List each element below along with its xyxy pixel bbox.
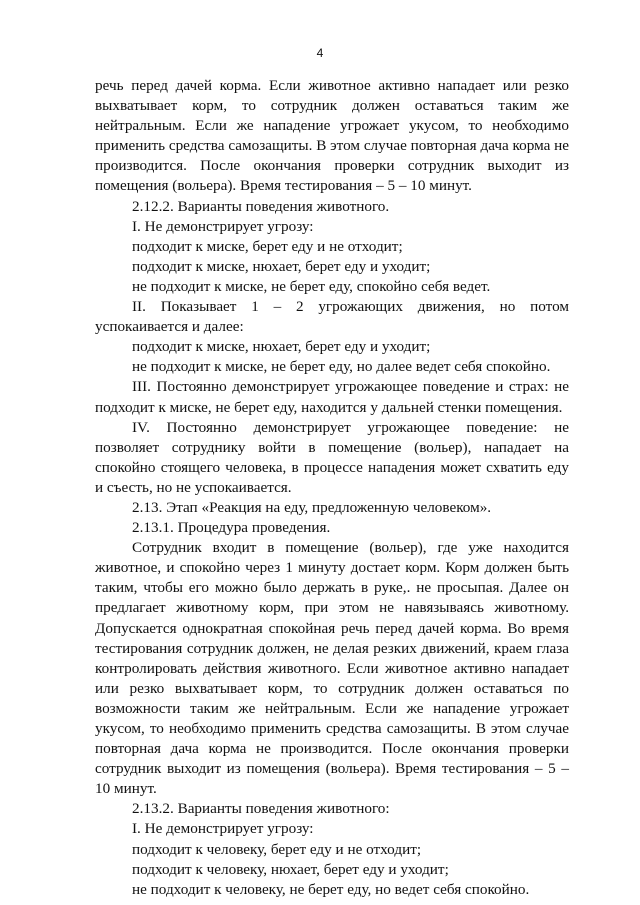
variant-paragraph-3: III. Постоянно демонстрирует угрожающее поведение и страх: не подходит к миске, не берет еду, находится у дальней стенки помещения.: [95, 378, 569, 416]
list-item: подходит к миске, берет еду и не отходит;: [132, 237, 403, 255]
list-item: не подходит к человеку, не берет еду, но ведет себя спокойно.: [132, 880, 530, 898]
procedure-paragraph: Сотрудник входит в помещение (вольер), где уже находится животное, и спокойно через 1 минуту достает корм. Корм должен быть таким, чтобы его можно было держать в руке,. не просыпая. Далее он предлагает животному корм, при этом не навязываясь животному. Допускается однократная спокойная речь перед дачей корма. Во время тестирования сотрудник должен, не делая резких движений, краем глаза контролировать действия животного. Если животное активно нападает или резко выхватывает корм, то сотрудник должен оставаться по возможности таким же нейтральным. Если же нападение угрожает укусом, то необходимо применить средства самозащиты. В этом случае повторная дача корма не производится. После окончания проверки сотрудник выходит из помещения (вольера). Время тестирования – 5 – 10 минут.: [95, 539, 569, 798]
section-heading-2-12-2: 2.12.2. Варианты поведения животного.: [132, 197, 390, 215]
variant-paragraph-4: IV. Постоянно демонстрирует угрожающее поведение: не позволяет сотруднику войти в помещение (вольер), нападает на спокойно стоящего человека, в процессе нападения может схватить еду и съесть, но не успокаивается.: [95, 418, 569, 496]
list-item: подходит к миске, нюхает, берет еду и уходит;: [132, 338, 431, 356]
section-heading-2-13-2: 2.13.2. Варианты поведения животного:: [132, 800, 390, 818]
document-body: [95, 76, 569, 900]
variant-heading-1: I. Не демонстрирует угрозу:: [132, 217, 314, 235]
section-heading-2-13-1: 2.13.1. Процедура проведения.: [132, 519, 331, 537]
list-item: подходит к миске, нюхает, берет еду и уходит;: [132, 257, 431, 275]
list-item: не подходит к миске, не берет еду, спокойно себя ведет.: [132, 277, 491, 295]
list-item: не подходит к миске, не берет еду, но далее ведет себя спокойно.: [132, 358, 551, 376]
list-item: подходит к человеку, нюхает, берет еду и уходит;: [132, 860, 449, 878]
variant-heading-2: II. Показывает 1 – 2 угрожающих движения, но потом успокаивается и далее:: [95, 298, 569, 336]
list-item: подходит к человеку, берет еду и не отходит;: [132, 840, 422, 858]
section-heading-2-13: 2.13. Этап «Реакция на еду, предложенную человеком».: [132, 498, 492, 516]
variant-heading-1: I. Не демонстрирует угрозу:: [132, 820, 314, 838]
page-number: 4: [316, 46, 324, 60]
paragraph-continuation: речь перед дачей корма. Если животное активно нападает или резко выхватывает корм, то сотрудник должен оставаться таким же нейтральным. Если же нападение угрожает укусом, то необходимо применить средства самозащиты. В этом случае повторная дача корма не производится. После окончания проверки сотрудник выходит из помещения (вольера). Время тестирования – 5 – 10 минут.: [95, 77, 569, 195]
